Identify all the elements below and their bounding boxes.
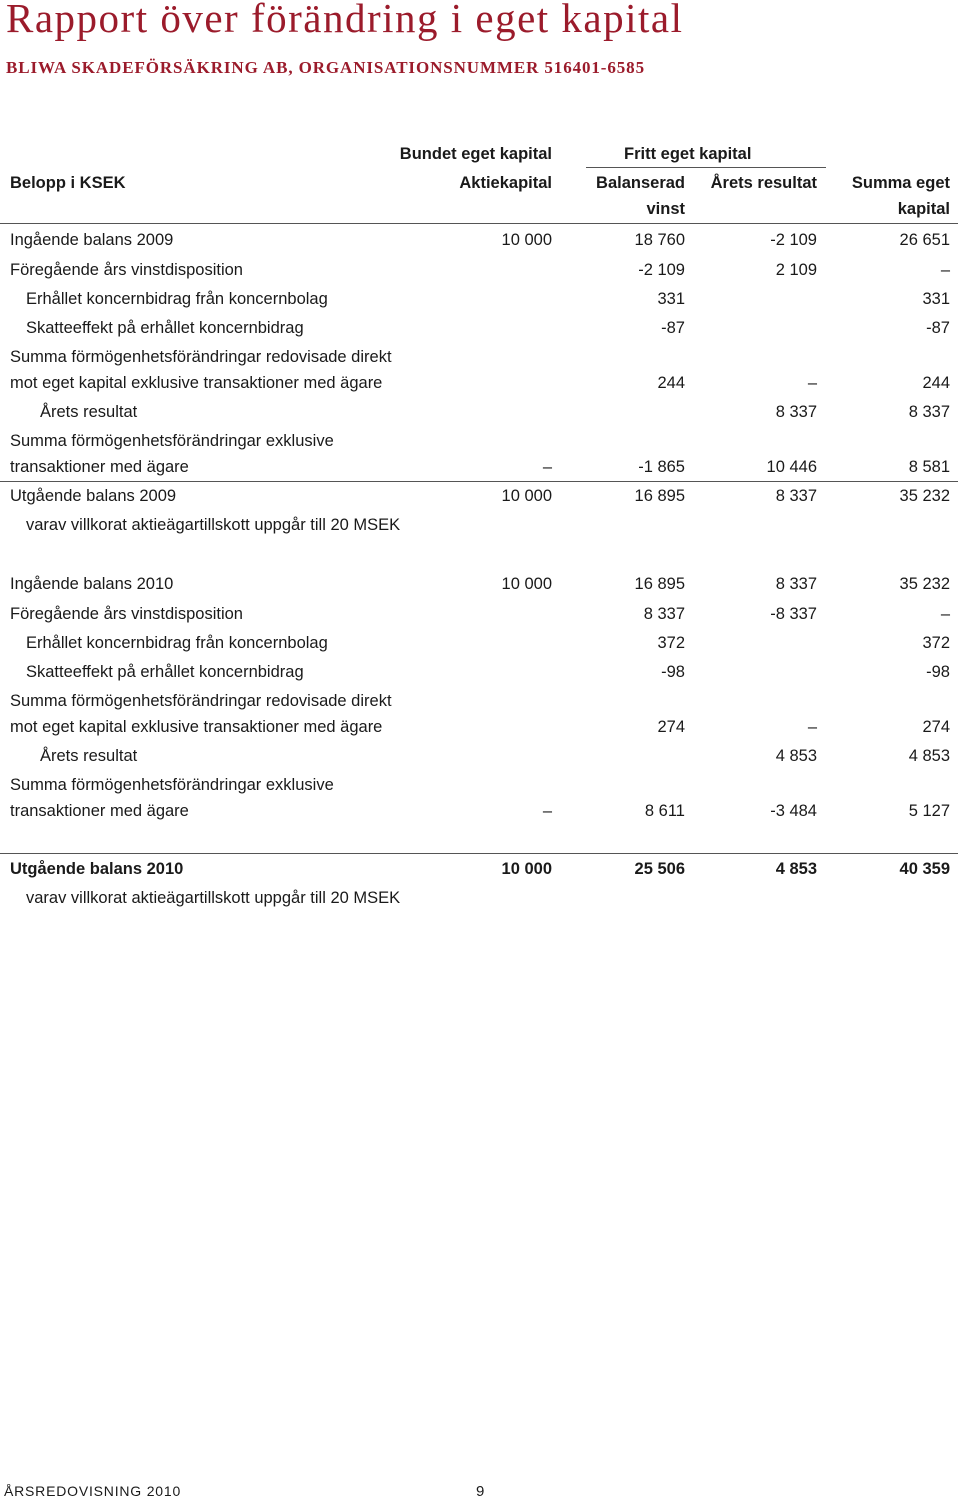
cell-balanserad-vinst: 244	[657, 374, 685, 392]
cell-balanserad-vinst: 372	[657, 634, 685, 652]
cell-arets-resultat: 2 109	[775, 261, 817, 279]
cell-balanserad-vinst: 18 760	[634, 231, 685, 249]
cell-summa-eget-kapital: 40 359	[899, 860, 950, 878]
row-label: Utgående balans 2009	[10, 487, 177, 505]
table-row	[0, 661, 960, 689]
table-row	[0, 401, 960, 429]
cell-arets-resultat: 4 853	[775, 747, 817, 765]
cell-balanserad-vinst: 8 337	[643, 605, 685, 623]
header-col-arets-resultat: Årets resultat	[710, 174, 817, 192]
header-group-bundet: Bundet eget kapital	[399, 145, 552, 163]
cell-aktiekapital: –	[542, 802, 552, 820]
cell-summa-eget-kapital: 8 581	[908, 458, 950, 476]
table-row	[0, 690, 960, 718]
cell-arets-resultat: 4 853	[775, 860, 817, 878]
row-label: Utgående balans 2010	[10, 860, 184, 878]
row-label: Årets resultat	[40, 747, 138, 765]
header-col-summa-1: Summa eget	[851, 174, 950, 192]
cell-arets-resultat: -8 337	[770, 605, 817, 623]
cell-aktiekapital: 10 000	[501, 231, 552, 249]
row-label: varav villkorat aktieägartillskott uppgår till 20 MSEK	[26, 889, 401, 907]
row-label: transaktioner med ägare	[10, 458, 189, 476]
row-label: Årets resultat	[40, 403, 138, 421]
table-row	[0, 716, 960, 744]
row-label: Summa förmögenhetsförändringar exklusive	[10, 432, 334, 450]
header-col-summa-2: kapital	[897, 200, 950, 218]
cell-balanserad-vinst: 25 506	[634, 860, 685, 878]
row-label: Ingående balans 2009	[10, 231, 174, 249]
header-group-fritt: Fritt eget kapital	[624, 145, 752, 163]
table-row	[0, 514, 960, 542]
cell-summa-eget-kapital: 4 853	[908, 747, 950, 765]
table-row	[0, 603, 960, 631]
table-row	[0, 858, 960, 886]
header-belopp: Belopp i KSEK	[10, 174, 126, 192]
cell-summa-eget-kapital: -98	[926, 663, 950, 681]
row-label: mot eget kapital exklusive transaktioner med ägare	[10, 718, 383, 736]
cell-balanserad-vinst: -87	[661, 319, 685, 337]
cell-balanserad-vinst: -98	[661, 663, 685, 681]
header-col-balanserad-1: Balanserad	[596, 174, 685, 192]
cell-balanserad-vinst: 8 611	[644, 802, 685, 820]
row-label: Föregående års vinstdisposition	[10, 261, 243, 279]
header-col-balanserad-2: vinst	[646, 200, 685, 218]
cell-arets-resultat: -2 109	[770, 231, 817, 249]
table-row	[0, 887, 960, 915]
cell-summa-eget-kapital: 244	[922, 374, 950, 392]
company-subtitle: BLIWA SKADEFÖRSÄKRING AB, ORGANISATIONSNUMMER 516401-6585	[6, 58, 645, 77]
table-row	[0, 317, 960, 345]
cell-aktiekapital: 10 000	[501, 575, 552, 593]
cell-balanserad-vinst: 16 895	[634, 575, 685, 593]
table-row	[0, 485, 960, 513]
cell-aktiekapital: 10 000	[501, 487, 552, 505]
row-label: transaktioner med ägare	[10, 802, 189, 820]
table-row	[0, 259, 960, 287]
page-title: Rapport över förändring i eget kapital	[6, 0, 684, 41]
cell-summa-eget-kapital: 372	[922, 634, 950, 652]
table-row	[0, 800, 960, 828]
header-col-aktiekapital: Aktiekapital	[459, 174, 552, 192]
cell-summa-eget-kapital: 274	[922, 718, 950, 736]
cell-summa-eget-kapital: –	[940, 605, 950, 623]
row-label: mot eget kapital exklusive transaktioner med ägare	[10, 374, 383, 392]
cell-balanserad-vinst: 331	[657, 290, 685, 308]
cell-summa-eget-kapital: 8 337	[908, 403, 950, 421]
cell-arets-resultat: 8 337	[775, 575, 817, 593]
rule-before-2010-close	[0, 853, 958, 854]
page-number: 9	[476, 1483, 485, 1500]
cell-summa-eget-kapital: 5 127	[908, 802, 950, 820]
table-row	[0, 372, 960, 400]
cell-summa-eget-kapital: 26 651	[899, 231, 950, 249]
cell-aktiekapital: 10 000	[501, 860, 552, 878]
cell-balanserad-vinst: -2 109	[638, 261, 685, 279]
row-label: Ingående balans 2010	[10, 575, 174, 593]
row-label: Skatteeffekt på erhållet koncernbidrag	[26, 663, 304, 681]
cell-arets-resultat: 8 337	[775, 403, 817, 421]
table-row	[0, 346, 960, 374]
table-row	[0, 288, 960, 316]
cell-arets-resultat: 10 446	[766, 458, 817, 476]
cell-arets-resultat: –	[807, 718, 817, 736]
table-row	[0, 774, 960, 802]
cell-summa-eget-kapital: 331	[922, 290, 950, 308]
row-label: varav villkorat aktieägartillskott uppgår till 20 MSEK	[26, 516, 401, 534]
row-label: Summa förmögenhetsförändringar redovisade direkt	[10, 692, 392, 710]
table-row	[0, 573, 960, 601]
cell-balanserad-vinst: -1 865	[638, 458, 685, 476]
cell-summa-eget-kapital: –	[940, 261, 950, 279]
table-row	[0, 229, 960, 257]
cell-aktiekapital: –	[542, 458, 552, 476]
cell-summa-eget-kapital: -87	[926, 319, 950, 337]
row-label: Summa förmögenhetsförändringar redovisade direkt	[10, 348, 392, 366]
row-label: Summa förmögenhetsförändringar exklusive	[10, 776, 334, 794]
table-row	[0, 745, 960, 773]
cell-arets-resultat: –	[807, 374, 817, 392]
header-bottom-rule	[0, 223, 958, 224]
row-label: Erhållet koncernbidrag från koncernbolag	[26, 634, 328, 652]
cell-summa-eget-kapital: 35 232	[899, 575, 950, 593]
rule-after-2009	[0, 481, 958, 482]
row-label: Föregående års vinstdisposition	[10, 605, 243, 623]
cell-arets-resultat: -3 484	[770, 802, 817, 820]
row-label: Skatteeffekt på erhållet koncernbidrag	[26, 319, 304, 337]
table-row	[0, 456, 960, 484]
row-label: Erhållet koncernbidrag från koncernbolag	[26, 290, 328, 308]
cell-balanserad-vinst: 274	[657, 718, 685, 736]
cell-summa-eget-kapital: 35 232	[899, 487, 950, 505]
header-group-divider	[586, 167, 826, 168]
cell-arets-resultat: 8 337	[775, 487, 817, 505]
table-row	[0, 430, 960, 458]
cell-balanserad-vinst: 16 895	[634, 487, 685, 505]
table-row	[0, 632, 960, 660]
footer-report-name: ÅRSREDOVISNING 2010	[4, 1483, 182, 1499]
